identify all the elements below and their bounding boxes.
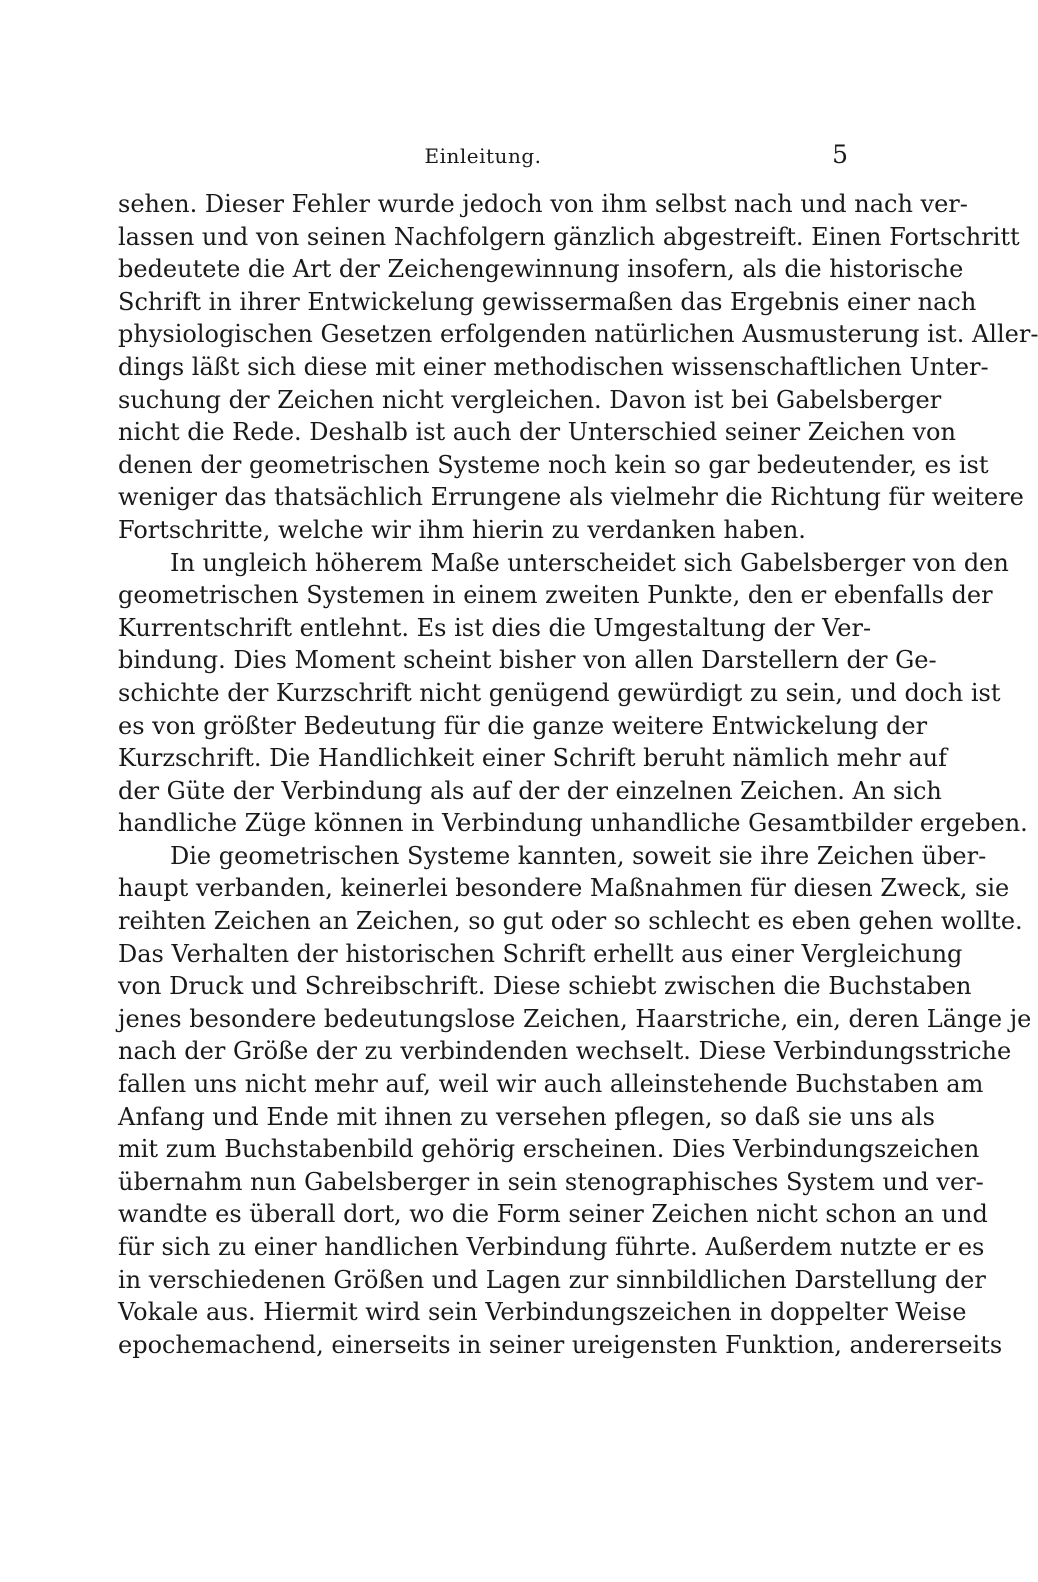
page-number: 5: [832, 140, 848, 169]
text-line: der Güte der Verbindung als auf der der einzelnen Zeichen. An sich: [118, 776, 942, 805]
text-line: nach der Größe der zu verbindenden wechselt. Diese Verbindungsstriche: [118, 1037, 1012, 1066]
text-line: Kurrentschrift entlehnt. Es ist dies die Umgestaltung der Ver-: [118, 613, 872, 642]
paragraph-2: [118, 547, 1028, 840]
text-line: wandte es überall dort, wo die Form seiner Zeichen nicht schon an und: [118, 1200, 988, 1229]
text-line: Schrift in ihrer Entwickelung gewissermaßen das Ergebnis einer nach: [118, 287, 977, 316]
text-line: bedeutete die Art der Zeichengewinnung insofern, als die historische: [118, 255, 964, 284]
text-line: sehen. Dieser Fehler wurde jedoch von ihm selbst nach und nach ver-: [118, 190, 968, 218]
text-line: von Druck und Schreibschrift. Diese schiebt zwischen die Buchstaben: [118, 972, 972, 1001]
text-line: epochemachend, einerseits in seiner ureigensten Funktion, andererseits: [118, 1330, 1003, 1359]
text-line: Kurzschrift. Die Handlichkeit einer Schrift beruht nämlich mehr auf: [118, 744, 947, 773]
text-line: handliche Züge können in Verbindung unhandliche Gesamtbilder ergeben.: [118, 809, 1028, 838]
text-line: es von größter Bedeutung für die ganze weitere Entwickelung der: [118, 711, 928, 740]
text-line: physiologischen Gesetzen erfolgenden natürlichen Ausmusterung ist. Aller-: [118, 320, 1038, 349]
text-line: in verschiedenen Größen und Lagen zur sinnbildlichen Darstellung der: [118, 1265, 986, 1294]
text-line: Vokale aus. Hiermit wird sein Verbindungszeichen in doppelter Weise: [118, 1298, 967, 1327]
running-head: [118, 140, 848, 174]
text-line: Fortschritte, welche wir ihm hierin zu verdanken haben.: [118, 515, 806, 544]
text-line: haupt verbanden, keinerlei besondere Maßnahmen für diesen Zweck, sie: [118, 874, 1010, 903]
text-line: reihten Zeichen an Zeichen, so gut oder so schlecht es eben gehen wollte.: [118, 907, 1023, 936]
text-line: nicht die Rede. Deshalb ist auch der Unterschied seiner Zeichen von: [118, 418, 956, 447]
text-line: dings läßt sich diese mit einer methodischen wissenschaftlichen Unter-: [118, 352, 989, 381]
body-text: [118, 188, 1038, 1361]
text-line: Anfang und Ende mit ihnen zu versehen pflegen, so daß sie uns als: [118, 1102, 935, 1131]
text-line: schichte der Kurzschrift nicht genügend gewürdigt zu sein, und doch ist: [118, 678, 1001, 707]
text-line: Die geometrischen Systeme kannten, soweit sie ihre Zeichen über-: [170, 841, 987, 870]
text-line: In ungleich höherem Maße unterscheidet sich Gabelsberger von den: [170, 548, 1009, 577]
paragraph-3: [118, 840, 1032, 1362]
text-line: denen der geometrischen Systeme noch kein so gar bedeutender, es ist: [118, 450, 989, 479]
text-line: fallen uns nicht mehr auf, weil wir auch alleinstehende Buchstaben am: [118, 1070, 984, 1099]
paragraph-1: [118, 188, 1038, 547]
running-title: Einleitung.: [424, 144, 542, 168]
text-line: Das Verhalten der historischen Schrift erhellt aus einer Vergleichung: [118, 939, 963, 968]
text-line: mit zum Buchstabenbild gehörig erscheinen. Dies Verbindungszeichen: [118, 1135, 980, 1164]
text-line: lassen und von seinen Nachfolgern gänzlich abgestreift. Einen Fortschritt: [118, 222, 1020, 251]
text-line: weniger das thatsächlich Errungene als vielmehr die Richtung für weitere: [118, 483, 1024, 512]
text-line: suchung der Zeichen nicht vergleichen. Davon ist bei Gabelsberger: [118, 385, 942, 414]
text-line: geometrischen Systemen in einem zweiten Punkte, den er ebenfalls der: [118, 581, 993, 610]
text-line: jenes besondere bedeutungslose Zeichen, Haarstriche, ein, deren Länge je: [118, 1004, 1032, 1033]
text-line: für sich zu einer handlichen Verbindung führte. Außerdem nutzte er es: [118, 1233, 985, 1261]
text-line: übernahm nun Gabelsberger in sein stenographisches System und ver-: [118, 1167, 984, 1196]
text-line: bindung. Dies Moment scheint bisher von allen Darstellern der Ge-: [118, 646, 937, 675]
